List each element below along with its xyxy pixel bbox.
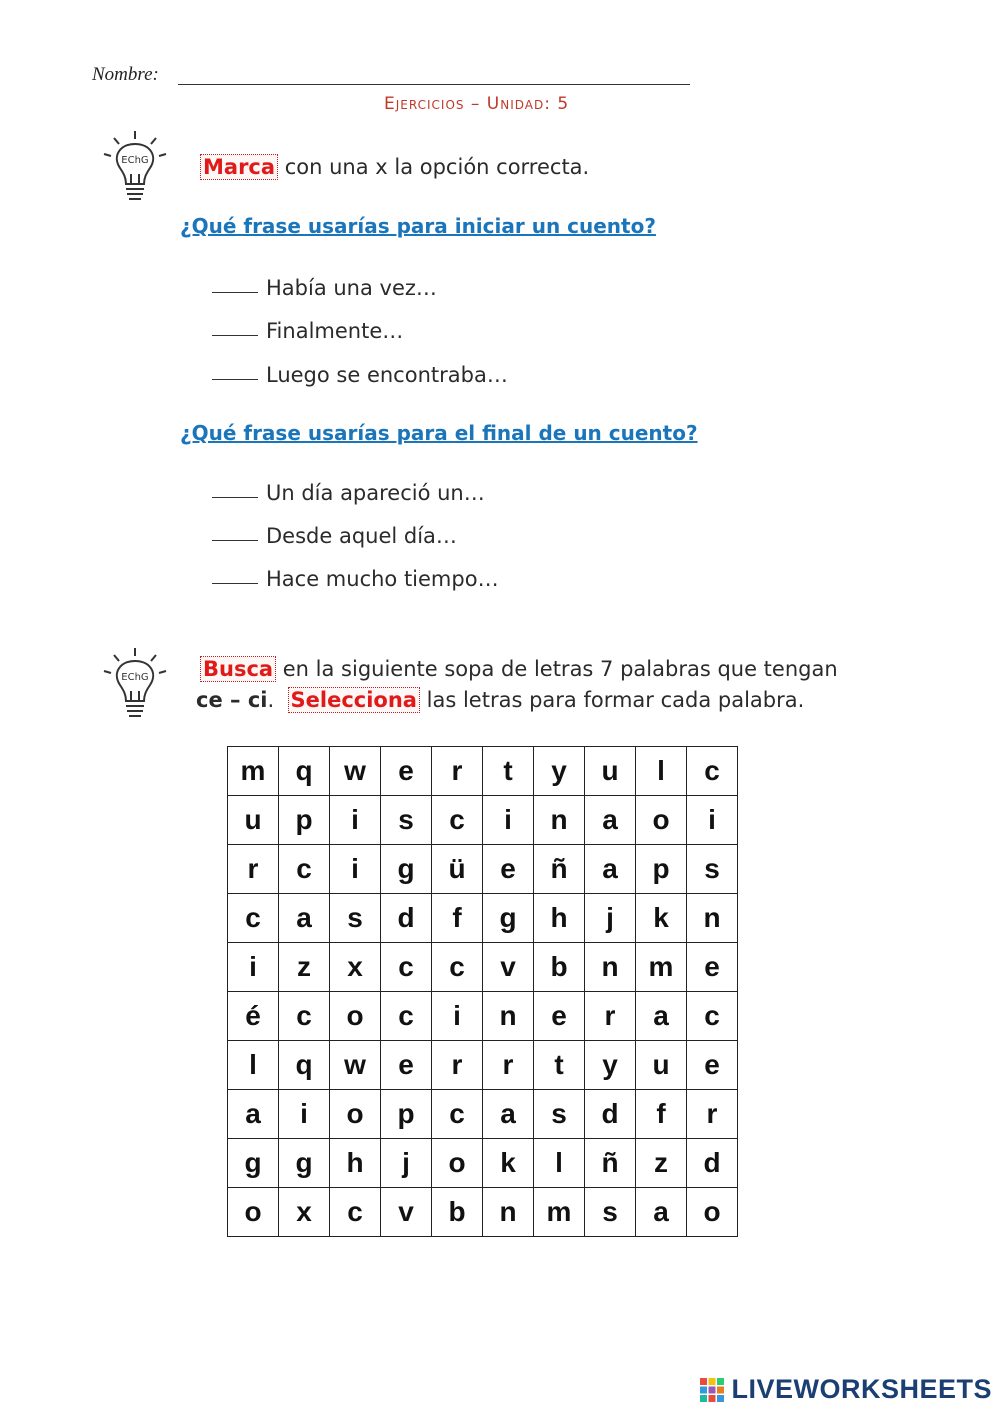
grid-cell[interactable]: m [636,943,687,992]
grid-row [228,992,738,1041]
grid-row [228,1188,738,1237]
keyword-busca: Busca [200,656,276,682]
grid-cell[interactable]: c [687,747,738,796]
word-search-grid [227,746,738,1237]
grid-row [228,1139,738,1188]
option-2-3[interactable]: Hace mucho tiempo… [212,567,499,591]
grid-cell[interactable]: i [228,943,279,992]
grid-cell[interactable]: h [330,1139,381,1188]
grid-cell[interactable]: n [483,992,534,1041]
option-1-1[interactable]: Había una vez… [212,276,437,300]
bulb-label: EChG [121,155,149,166]
grid-cell[interactable]: i [432,992,483,1041]
grid-cell[interactable]: s [585,1188,636,1237]
grid-cell[interactable]: z [279,943,330,992]
instruction-2-text2: las letras para formar cada palabra. [426,688,805,712]
grid-cell[interactable]: c [432,1090,483,1139]
grid-cell[interactable]: n [483,1188,534,1237]
brand-icon [699,1377,725,1403]
grid-cell[interactable]: e [381,747,432,796]
syllables: ce – ci [196,688,268,712]
grid-cell[interactable]: o [687,1188,738,1237]
question-2: ¿Qué frase usarías para el final de un cuento? [180,421,698,445]
grid-cell[interactable]: c [279,992,330,1041]
grid-cell[interactable]: j [585,894,636,943]
grid-cell[interactable]: e [483,845,534,894]
grid-cell[interactable]: r [432,1041,483,1090]
grid-cell[interactable]: p [636,845,687,894]
grid-cell[interactable]: o [330,1090,381,1139]
grid-cell[interactable]: c [279,845,330,894]
grid-cell[interactable]: i [330,796,381,845]
grid-cell[interactable]: u [228,796,279,845]
grid-cell[interactable]: ü [432,845,483,894]
grid-cell[interactable]: c [381,992,432,1041]
grid-cell[interactable]: e [687,943,738,992]
grid-cell[interactable]: o [636,796,687,845]
grid-cell[interactable]: u [636,1041,687,1090]
grid-cell[interactable]: l [636,747,687,796]
grid-cell[interactable]: m [228,747,279,796]
grid-cell[interactable]: n [687,894,738,943]
grid-cell[interactable]: u [585,747,636,796]
question-1: ¿Qué frase usarías para iniciar un cuento? [180,214,656,238]
grid-row [228,894,738,943]
lightbulb-icon [98,645,172,727]
grid-cell[interactable]: r [585,992,636,1041]
grid-cell[interactable]: n [534,796,585,845]
grid-cell[interactable]: i [483,796,534,845]
grid-cell[interactable]: k [636,894,687,943]
grid-cell[interactable]: p [381,1090,432,1139]
grid-cell[interactable]: t [534,1041,585,1090]
grid-cell[interactable]: y [585,1041,636,1090]
answer-blank[interactable] [212,335,258,336]
grid-cell[interactable]: f [432,894,483,943]
grid-cell[interactable]: i [279,1090,330,1139]
grid-cell[interactable]: a [585,796,636,845]
grid-cell[interactable]: r [228,845,279,894]
grid-row [228,943,738,992]
grid-cell[interactable]: z [636,1139,687,1188]
grid-cell[interactable]: a [636,992,687,1041]
grid-cell[interactable]: k [483,1139,534,1188]
grid-cell[interactable]: a [483,1090,534,1139]
brand-name: LIVEWORKSHEETS [731,1374,992,1404]
grid-cell[interactable]: y [534,747,585,796]
grid-row [228,845,738,894]
grid-row [228,1090,738,1139]
grid-cell[interactable]: r [687,1090,738,1139]
answer-blank[interactable] [212,540,258,541]
bulb-label: EChG [121,672,149,683]
grid-cell[interactable]: o [330,992,381,1041]
grid-cell[interactable]: d [381,894,432,943]
grid-cell[interactable]: s [381,796,432,845]
grid-cell[interactable]: a [228,1090,279,1139]
grid-cell[interactable]: v [483,943,534,992]
grid-cell[interactable]: r [483,1041,534,1090]
grid-cell[interactable]: o [228,1188,279,1237]
grid-cell[interactable]: x [279,1188,330,1237]
option-2-2[interactable]: Desde aquel día… [212,524,457,548]
grid-cell[interactable]: s [534,1090,585,1139]
grid-cell[interactable]: g [279,1139,330,1188]
grid-cell[interactable]: i [330,845,381,894]
keyword-selecciona: Selecciona [288,687,420,713]
grid-cell[interactable]: g [483,894,534,943]
page-title: Ejercicios – Unidad: 5 [384,94,570,114]
instruction-2-text: en la siguiente sopa de letras 7 palabras que tengan [282,657,838,681]
grid-cell[interactable]: é [228,992,279,1041]
instruction-2-line2: ce – ci. Selecciona las letras para formar cada palabra. [196,688,805,712]
grid-cell[interactable]: n [585,943,636,992]
grid-cell[interactable]: q [279,747,330,796]
grid-row [228,796,738,845]
grid-cell[interactable]: q [279,1041,330,1090]
grid-cell[interactable]: w [330,747,381,796]
grid-cell[interactable]: i [687,796,738,845]
lightbulb-icon [98,128,172,210]
grid-cell[interactable]: b [432,1188,483,1237]
grid-cell[interactable]: c [330,1188,381,1237]
liveworksheets-logo [699,1374,992,1405]
grid-cell[interactable]: s [687,845,738,894]
grid-cell[interactable]: o [432,1139,483,1188]
grid-cell[interactable]: b [534,943,585,992]
grid-cell[interactable]: g [228,1139,279,1188]
grid-cell[interactable]: c [381,943,432,992]
instruction-1 [200,155,589,179]
grid-cell[interactable]: c [687,992,738,1041]
grid-cell[interactable]: c [432,943,483,992]
grid-cell[interactable]: g [381,845,432,894]
grid-cell[interactable]: l [228,1041,279,1090]
grid-cell[interactable]: l [534,1139,585,1188]
grid-cell[interactable]: f [636,1090,687,1139]
option-1-3[interactable]: Luego se encontraba… [212,363,508,387]
grid-cell[interactable]: ñ [534,845,585,894]
grid-cell[interactable]: s [330,894,381,943]
instruction-2-line1 [200,657,838,681]
answer-blank[interactable] [212,583,258,584]
grid-cell[interactable]: p [279,796,330,845]
grid-row [228,747,738,796]
grid-cell[interactable]: t [483,747,534,796]
grid-cell[interactable]: m [534,1188,585,1237]
grid-cell[interactable]: a [585,845,636,894]
nombre-label: Nombre: [92,64,159,85]
grid-cell[interactable]: e [687,1041,738,1090]
keyword-marca: Marca [200,154,278,180]
grid-cell[interactable]: c [432,796,483,845]
grid-cell[interactable]: d [687,1139,738,1188]
grid-row [228,1041,738,1090]
nombre-input-line[interactable] [178,84,690,85]
grid-cell[interactable]: ñ [585,1139,636,1188]
grid-cell[interactable]: r [432,747,483,796]
grid-cell[interactable]: v [381,1188,432,1237]
grid-cell[interactable]: a [636,1188,687,1237]
grid-cell[interactable]: e [381,1041,432,1090]
instruction-1-text: con una x la opción correcta. [284,155,590,179]
option-1-2[interactable]: Finalmente… [212,319,403,343]
answer-blank[interactable] [212,292,258,293]
grid-cell[interactable]: x [330,943,381,992]
grid-cell[interactable]: e [534,992,585,1041]
grid-cell[interactable]: c [228,894,279,943]
grid-cell[interactable]: w [330,1041,381,1090]
answer-blank[interactable] [212,497,258,498]
grid-cell[interactable]: a [279,894,330,943]
grid-cell[interactable]: j [381,1139,432,1188]
grid-cell[interactable]: d [585,1090,636,1139]
option-2-1[interactable]: Un día apareció un… [212,481,485,505]
grid-cell[interactable]: h [534,894,585,943]
answer-blank[interactable] [212,379,258,380]
